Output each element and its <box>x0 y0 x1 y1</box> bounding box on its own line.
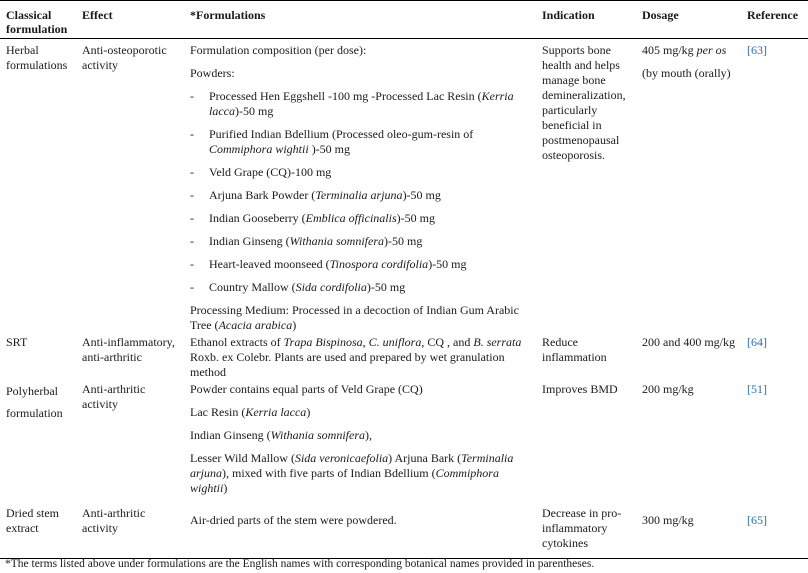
header-formulations: *Formulations <box>184 1 536 39</box>
header-effect: Effect <box>76 1 184 39</box>
header-indication: Indication <box>536 1 636 39</box>
cell-formulations: Ethanol extracts of Trapa Bispinosa, C. uniflora, CQ , and B. serrata Roxb. ex Colebr. Plants are used and prepared by wet granulation method <box>190 335 522 379</box>
ingredient-item: - Heart-leaved moonseed (Tinospora cordifolia)-50 mg <box>190 257 532 272</box>
cell-indication: Reduce inflammation <box>542 335 607 364</box>
reference-link[interactable]: [63] <box>747 43 767 57</box>
cell-effect: Anti-arthritic activity <box>76 506 184 559</box>
ingredient-item: - Processed Hen Eggshell -100 mg -Processed Lac Resin (Kerria lacca)-50 mg <box>190 89 532 119</box>
ingredient-item: - Indian Ginseng (Withania somnifera)-50 mg <box>190 234 532 249</box>
reference-link[interactable]: [64] <box>747 335 767 349</box>
dosage-value: 405 mg/kg per os <box>642 43 727 57</box>
cell-effect: Anti-inflammatory, anti-arthritic <box>82 335 175 364</box>
table-footnote: *The terms listed above under formulations are the English names with corresponding botanical names provided in parentheses. <box>5 558 595 570</box>
cell-dosage: 200 mg/kg <box>642 382 694 396</box>
ingredient-item: - Country Mallow (Sida cordifolia)-50 mg <box>190 280 532 295</box>
formulation-line: Powder contains equal parts of Veld Grape (CQ) <box>190 382 423 396</box>
ingredient-item: - Purified Indian Bdellium (Processed oleo-gum-resin of Commiphora wightii )-50 mg <box>190 127 532 157</box>
processing-medium: Processing Medium: Processed in a decoction of Indian Gum Arabic Tree (Acacia arabica) <box>190 303 519 332</box>
dosage-note: (by mouth (orally) <box>642 66 731 80</box>
cell-effect: Anti-osteoporotic activity <box>82 43 167 72</box>
ingredient-item: - Arjuna Bark Powder (Terminalia arjuna)-50 mg <box>190 188 532 203</box>
cell-formulations: Air-dried parts of the stem were powdered. <box>184 506 536 559</box>
table-row <box>0 334 808 380</box>
cell-classical: SRT <box>6 335 28 349</box>
cell-dosage <box>636 39 741 335</box>
cell-reference <box>741 334 808 380</box>
cell-classical: Polyherbal formulation <box>6 384 63 420</box>
header-classical-formulation: Classical formulation <box>0 1 76 39</box>
composition-label: Formulation composition (per dose): <box>190 43 367 57</box>
cell-classical: Dried stem extract <box>0 506 76 559</box>
cell-formulations <box>184 380 536 506</box>
cell-dosage: 300 mg/kg <box>636 506 741 559</box>
cell-indication: Supports bone health and helps manage bone demineralization, particularly beneficial in postmenopausal osteoporosis. <box>542 43 626 162</box>
cell-effect: Anti-arthritic activity <box>82 382 146 411</box>
reference-link[interactable]: [65] <box>747 513 767 527</box>
cell-reference <box>741 39 808 335</box>
reference-link[interactable]: [51] <box>747 382 767 396</box>
table-row <box>0 380 808 506</box>
table-row <box>0 39 808 335</box>
formulation-line: Indian Ginseng (Withania somnifera), <box>190 428 372 442</box>
cell-indication: Decrease in pro-inflammatory cytokines <box>536 506 636 559</box>
formulation-line: Lesser Wild Mallow (Sida veronicaefolia) Arjuna Bark (Terminalia arjuna), mixed with five parts of Indian Bdellium (Commiphora wightii) <box>190 451 514 495</box>
table-row <box>0 506 808 559</box>
ingredient-item: - Indian Gooseberry (Emblica officinalis)-50 mg <box>190 211 532 226</box>
cell-formulations <box>184 39 536 335</box>
cell-dosage: 200 and 400 mg/kg <box>642 335 735 349</box>
cell-reference <box>741 506 808 559</box>
formulation-line: Lac Resin (Kerria lacca) <box>190 405 311 419</box>
cell-reference <box>741 380 808 506</box>
header-reference: Reference <box>741 1 808 39</box>
powders-label: Powders: <box>190 66 235 80</box>
ingredient-list <box>190 89 532 295</box>
header-row <box>0 1 808 39</box>
cell-indication: Improves BMD <box>542 382 618 396</box>
ingredient-item: - Veld Grape (CQ)-100 mg <box>190 165 532 180</box>
cell-classical: Herbal formulations <box>6 43 68 72</box>
header-dosage: Dosage <box>636 1 741 39</box>
